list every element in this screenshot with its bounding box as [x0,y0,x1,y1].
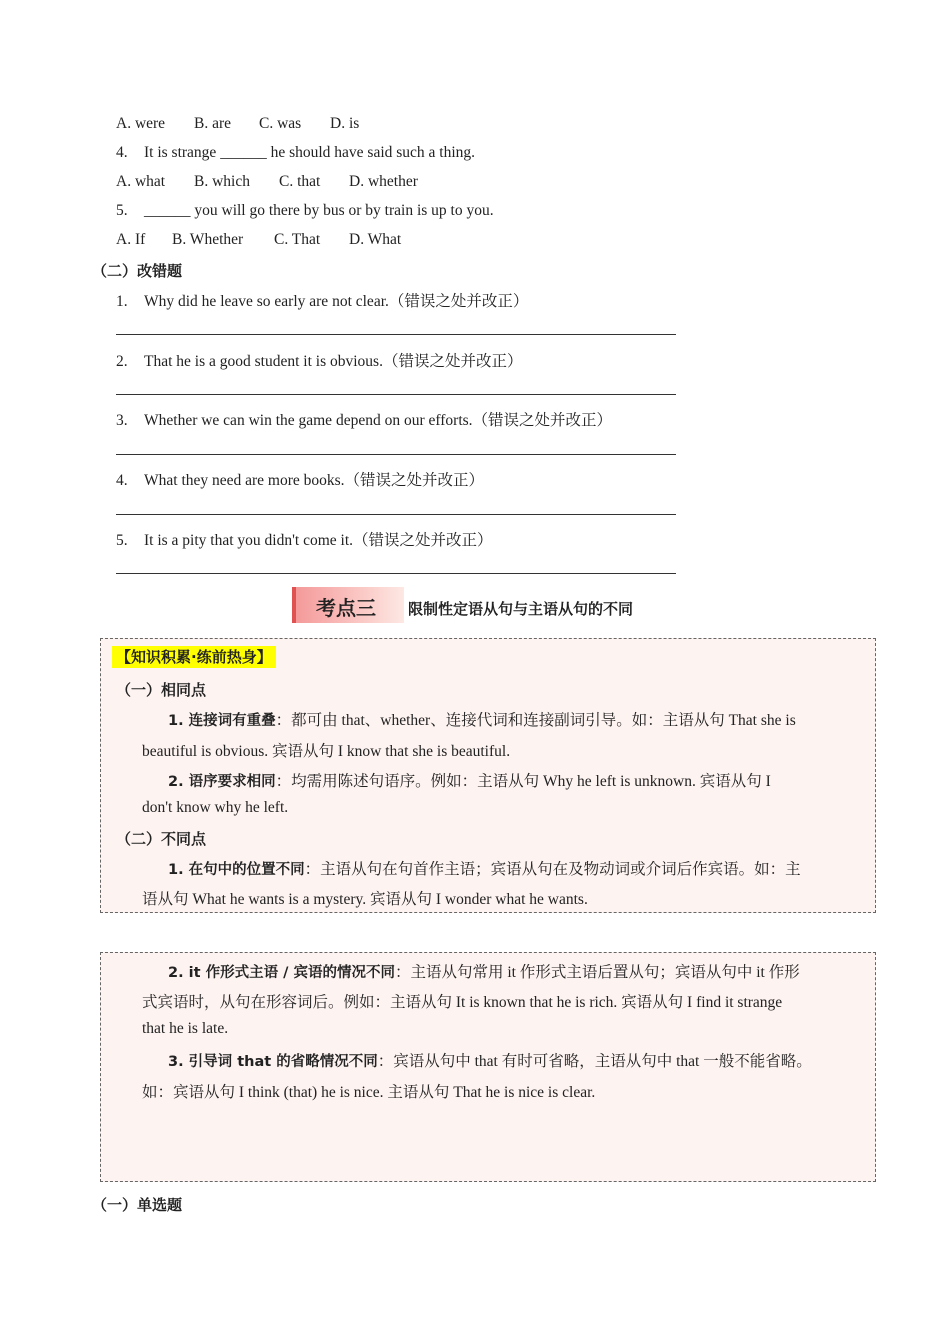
kaodian-badge [292,587,404,623]
question-number: 5. [116,202,128,219]
kaodian-title: 限制性定语从句与主语从句的不同 [408,600,634,618]
item-number: 3. [116,412,128,429]
point-4-line-1 [168,960,800,982]
point-5-text: ：宾语从句中 that 有时可省略，主语从句中 that 一般不能省略。 [377,1053,812,1070]
correction-item-5 [116,528,493,550]
point-5-line-2: 如：宾语从句 I think (that) he is nice. 主语从句 That he is nice is clear. [142,1084,596,1101]
point-2-line-2: don't know why he left. [142,799,289,816]
item-text: What they need are more books.（错误之处并改正） [144,472,485,489]
question-text: It is strange ______ he should have said such a thing. [144,144,476,161]
point-3-line-1 [168,857,801,879]
option: A. what [116,173,166,190]
question-4 [116,144,475,162]
point-4-line-3: that he is late. [142,1020,229,1037]
option: B. Whether [172,231,244,248]
item-number: 2. [116,353,128,370]
correction-item-4 [116,468,484,490]
answer-line [116,514,676,515]
knowledge-tag [112,646,276,667]
option: B. are [194,115,232,132]
kaodian-badge-text: 考点三 [316,596,376,620]
point-1-line-2: beautiful is obvious. 宾语从句 I know that she is beautiful. [142,743,511,760]
point-3-text: ：主语从句在句首作主语；宾语从句在及物动词或介词后作宾语。如：主 [304,861,801,878]
item-text: That he is a good student it is obvious.（错误之处并改正） [144,353,523,370]
question-text: ______ you will go there by bus or by train is up to you. [144,202,494,219]
option: D. whether [349,173,418,190]
answer-line [116,573,676,574]
point-4-label: 2. it 作形式主语 / 宾语的情况不同 [168,965,395,981]
point-3-line-2: 语从句 What he wants is a mystery. 宾语从句 I wonder what he wants. [142,891,588,908]
option: C. That [274,231,321,248]
point-5-label: 3. 引导词 that 的省略情况不同 [168,1054,378,1070]
option: D. What [349,231,402,248]
item-text: Whether we can win the game depend on our efforts.（错误之处并改正） [144,412,613,429]
q4-options [116,173,418,191]
diff-points-title: （二）不同点 [116,830,207,848]
point-4-text: ：主语从句常用 it 作形式主语后置从句；宾语从句中 it 作形 [395,964,800,981]
same-points-title: （一）相同点 [116,681,207,699]
question-5 [116,202,494,220]
item-text: It is a pity that you didn't come it.（错误之处并改正） [144,532,493,549]
correction-item-2 [116,349,522,371]
point-1-label: 1. 连接词有重叠 [168,713,276,729]
answer-line [116,454,676,455]
item-number: 5. [116,532,128,549]
q5-options [116,231,401,249]
knowledge-tag-text: 【知识积累·练前热身】 [112,646,276,668]
point-2-label: 2. 语序要求相同 [168,774,276,790]
section-title-next: （一）单选题 [92,1196,183,1214]
item-number: 1. [116,293,128,310]
point-2-line-1 [168,769,771,791]
point-5-line-1 [168,1049,812,1071]
item-number: 4. [116,472,128,489]
question-number: 4. [116,144,128,161]
correction-item-1 [116,289,528,311]
option: C. was [259,115,302,132]
answer-line [116,334,676,335]
point-2-text: ：均需用陈述句语序。例如：主语从句 Why he left is unknown. 宾语从句 I [275,773,771,790]
q3-options [116,115,359,133]
option: B. which [194,173,250,190]
item-text: Why did he leave so early are not clear.（错误之处并改正） [144,293,529,310]
point-3-label: 1. 在句中的位置不同 [168,862,305,878]
point-1-text: ：都可由 that、whether、连接代词和连接副词引导。如：主语从句 That she is [275,712,796,729]
correction-item-3 [116,408,612,430]
point-4-line-2: 式宾语时，从句在形容词后。例如：主语从句 It is known that he is rich. 宾语从句 I find it strange [142,994,783,1011]
section-title: （二）改错题 [92,262,183,280]
option: D. is [330,115,360,132]
option: A. were [116,115,166,132]
option: C. that [279,173,321,190]
answer-line [116,394,676,395]
point-1-line-1 [168,708,796,730]
option: A. If [116,231,146,248]
